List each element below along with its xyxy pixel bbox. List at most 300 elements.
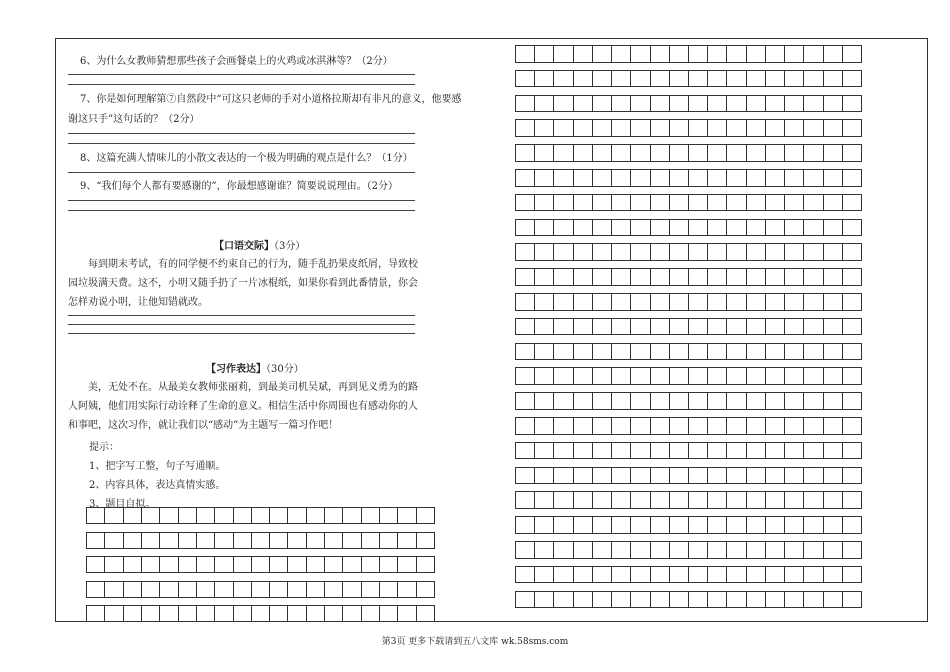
composition-grid-right[interactable] <box>515 45 862 615</box>
grid-cell[interactable] <box>593 269 612 285</box>
grid-cell[interactable] <box>689 468 708 484</box>
grid-cell[interactable] <box>824 542 843 558</box>
grid-cell[interactable] <box>651 71 670 87</box>
grid-cell[interactable] <box>785 319 804 335</box>
grid-cell[interactable] <box>670 393 689 409</box>
grid-cell[interactable] <box>343 606 361 621</box>
grid-cell[interactable] <box>689 542 708 558</box>
grid-cell[interactable] <box>288 533 306 548</box>
grid-cell[interactable] <box>574 418 593 434</box>
grid-cell[interactable] <box>631 71 650 87</box>
grid-cell[interactable] <box>766 71 785 87</box>
grid-cell[interactable] <box>804 418 823 434</box>
grid-cell[interactable] <box>689 96 708 112</box>
grid-cell[interactable] <box>516 393 535 409</box>
grid-cell[interactable] <box>593 592 612 608</box>
grid-cell[interactable] <box>843 145 861 161</box>
grid-cell[interactable] <box>766 220 785 236</box>
grid-cell[interactable] <box>689 269 708 285</box>
grid-cell[interactable] <box>631 319 650 335</box>
grid-cell[interactable] <box>689 220 708 236</box>
grid-cell[interactable] <box>554 468 573 484</box>
grid-cell[interactable] <box>197 606 215 621</box>
grid-cell[interactable] <box>398 557 416 572</box>
grid-cell[interactable] <box>574 96 593 112</box>
grid-cell[interactable] <box>535 517 554 533</box>
grid-cell[interactable] <box>785 170 804 186</box>
grid-cell[interactable] <box>766 96 785 112</box>
grid-cell[interactable] <box>824 592 843 608</box>
grid-cell[interactable] <box>142 533 160 548</box>
grid-cell[interactable] <box>234 557 252 572</box>
grid-cell[interactable] <box>87 606 105 621</box>
grid-cell[interactable] <box>574 195 593 211</box>
grid-cell[interactable] <box>160 582 178 597</box>
grid-cell[interactable] <box>708 517 727 533</box>
grid-cell[interactable] <box>843 319 861 335</box>
grid-cell[interactable] <box>843 294 861 310</box>
grid-cell[interactable] <box>87 533 105 548</box>
grid-cell[interactable] <box>804 244 823 260</box>
grid-cell[interactable] <box>747 468 766 484</box>
grid-cell[interactable] <box>843 195 861 211</box>
grid-cell[interactable] <box>727 344 746 360</box>
grid-cell[interactable] <box>708 468 727 484</box>
grid-cell[interactable] <box>252 582 270 597</box>
grid-cell[interactable] <box>804 393 823 409</box>
grid-cell[interactable] <box>727 71 746 87</box>
grid-cell[interactable] <box>417 582 434 597</box>
grid-cell[interactable] <box>708 269 727 285</box>
grid-cell[interactable] <box>197 508 215 523</box>
grid-cell[interactable] <box>747 71 766 87</box>
grid-cell[interactable] <box>766 46 785 62</box>
grid-cell[interactable] <box>160 508 178 523</box>
grid-cell[interactable] <box>307 533 325 548</box>
grid-cell[interactable] <box>574 319 593 335</box>
grid-cell[interactable] <box>727 517 746 533</box>
grid-cell[interactable] <box>824 294 843 310</box>
grid-cell[interactable] <box>727 393 746 409</box>
grid-cell[interactable] <box>766 368 785 384</box>
grid-cell[interactable] <box>670 244 689 260</box>
grid-cell[interactable] <box>179 533 197 548</box>
grid-cell[interactable] <box>804 294 823 310</box>
grid-cell[interactable] <box>87 582 105 597</box>
grid-cell[interactable] <box>689 418 708 434</box>
grid-cell[interactable] <box>554 145 573 161</box>
grid-cell[interactable] <box>124 533 142 548</box>
grid-cell[interactable] <box>651 220 670 236</box>
grid-cell[interactable] <box>362 606 380 621</box>
grid-cell[interactable] <box>535 46 554 62</box>
grid-cell[interactable] <box>516 468 535 484</box>
grid-cell[interactable] <box>179 606 197 621</box>
grid-cell[interactable] <box>574 567 593 583</box>
grid-cell[interactable] <box>843 220 861 236</box>
grid-cell[interactable] <box>670 319 689 335</box>
grid-cell[interactable] <box>843 120 861 136</box>
grid-cell[interactable] <box>670 344 689 360</box>
grid-cell[interactable] <box>612 393 631 409</box>
grid-cell[interactable] <box>804 170 823 186</box>
grid-cell[interactable] <box>651 368 670 384</box>
grid-cell[interactable] <box>554 244 573 260</box>
grid-cell[interactable] <box>160 606 178 621</box>
grid-cell[interactable] <box>612 443 631 459</box>
grid-cell[interactable] <box>574 145 593 161</box>
grid-cell[interactable] <box>804 517 823 533</box>
grid-cell[interactable] <box>307 582 325 597</box>
grid-cell[interactable] <box>593 96 612 112</box>
grid-cell[interactable] <box>843 517 861 533</box>
grid-cell[interactable] <box>554 220 573 236</box>
grid-cell[interactable] <box>747 294 766 310</box>
grid-cell[interactable] <box>708 418 727 434</box>
grid-cell[interactable] <box>612 145 631 161</box>
grid-cell[interactable] <box>612 517 631 533</box>
grid-cell[interactable] <box>593 46 612 62</box>
grid-cell[interactable] <box>574 120 593 136</box>
grid-cell[interactable] <box>593 244 612 260</box>
grid-cell[interactable] <box>766 492 785 508</box>
grid-cell[interactable] <box>554 269 573 285</box>
grid-cell[interactable] <box>747 443 766 459</box>
grid-cell[interactable] <box>804 195 823 211</box>
grid-cell[interactable] <box>785 96 804 112</box>
grid-cell[interactable] <box>824 418 843 434</box>
grid-cell[interactable] <box>785 195 804 211</box>
grid-cell[interactable] <box>516 344 535 360</box>
grid-cell[interactable] <box>708 319 727 335</box>
grid-cell[interactable] <box>689 492 708 508</box>
grid-cell[interactable] <box>554 344 573 360</box>
grid-cell[interactable] <box>325 508 343 523</box>
grid-cell[interactable] <box>215 508 233 523</box>
grid-cell[interactable] <box>708 492 727 508</box>
grid-cell[interactable] <box>574 46 593 62</box>
grid-cell[interactable] <box>651 319 670 335</box>
grid-cell[interactable] <box>843 542 861 558</box>
grid-cell[interactable] <box>325 533 343 548</box>
grid-cell[interactable] <box>766 592 785 608</box>
grid-cell[interactable] <box>307 606 325 621</box>
grid-cell[interactable] <box>574 344 593 360</box>
grid-cell[interactable] <box>417 557 434 572</box>
grid-cell[interactable] <box>142 582 160 597</box>
grid-cell[interactable] <box>670 542 689 558</box>
grid-cell[interactable] <box>612 468 631 484</box>
grid-cell[interactable] <box>785 468 804 484</box>
grid-cell[interactable] <box>142 508 160 523</box>
grid-cell[interactable] <box>727 418 746 434</box>
grid-cell[interactable] <box>727 145 746 161</box>
grid-cell[interactable] <box>651 195 670 211</box>
grid-cell[interactable] <box>651 393 670 409</box>
grid-cell[interactable] <box>766 542 785 558</box>
grid-cell[interactable] <box>215 606 233 621</box>
grid-cell[interactable] <box>747 542 766 558</box>
grid-cell[interactable] <box>785 418 804 434</box>
grid-cell[interactable] <box>824 443 843 459</box>
grid-cell[interactable] <box>747 517 766 533</box>
grid-cell[interactable] <box>593 468 612 484</box>
grid-cell[interactable] <box>708 170 727 186</box>
grid-cell[interactable] <box>593 120 612 136</box>
grid-cell[interactable] <box>651 542 670 558</box>
grid-cell[interactable] <box>727 220 746 236</box>
grid-cell[interactable] <box>824 393 843 409</box>
grid-cell[interactable] <box>785 120 804 136</box>
grid-cell[interactable] <box>252 606 270 621</box>
grid-cell[interactable] <box>593 542 612 558</box>
grid-cell[interactable] <box>824 244 843 260</box>
grid-cell[interactable] <box>516 319 535 335</box>
grid-cell[interactable] <box>804 443 823 459</box>
grid-cell[interactable] <box>124 606 142 621</box>
grid-cell[interactable] <box>843 368 861 384</box>
grid-cell[interactable] <box>843 418 861 434</box>
grid-cell[interactable] <box>804 567 823 583</box>
grid-cell[interactable] <box>785 492 804 508</box>
grid-cell[interactable] <box>535 319 554 335</box>
grid-cell[interactable] <box>535 96 554 112</box>
grid-cell[interactable] <box>612 46 631 62</box>
grid-cell[interactable] <box>670 592 689 608</box>
grid-cell[interactable] <box>670 170 689 186</box>
grid-cell[interactable] <box>708 220 727 236</box>
grid-cell[interactable] <box>766 269 785 285</box>
grid-cell[interactable] <box>270 582 288 597</box>
grid-cell[interactable] <box>593 517 612 533</box>
grid-cell[interactable] <box>593 567 612 583</box>
grid-cell[interactable] <box>612 567 631 583</box>
grid-cell[interactable] <box>215 582 233 597</box>
grid-cell[interactable] <box>766 120 785 136</box>
grid-cell[interactable] <box>612 319 631 335</box>
grid-cell[interactable] <box>785 344 804 360</box>
grid-cell[interactable] <box>417 508 434 523</box>
grid-cell[interactable] <box>766 145 785 161</box>
grid-cell[interactable] <box>670 220 689 236</box>
grid-cell[interactable] <box>804 468 823 484</box>
grid-cell[interactable] <box>593 170 612 186</box>
grid-cell[interactable] <box>727 244 746 260</box>
grid-cell[interactable] <box>727 492 746 508</box>
grid-cell[interactable] <box>727 592 746 608</box>
grid-cell[interactable] <box>535 492 554 508</box>
grid-cell[interactable] <box>804 269 823 285</box>
grid-cell[interactable] <box>593 145 612 161</box>
grid-cell[interactable] <box>843 170 861 186</box>
grid-cell[interactable] <box>535 418 554 434</box>
grid-cell[interactable] <box>417 533 434 548</box>
grid-cell[interactable] <box>516 244 535 260</box>
grid-cell[interactable] <box>270 557 288 572</box>
grid-cell[interactable] <box>288 557 306 572</box>
grid-cell[interactable] <box>766 443 785 459</box>
grid-cell[interactable] <box>804 120 823 136</box>
grid-cell[interactable] <box>670 517 689 533</box>
grid-cell[interactable] <box>843 344 861 360</box>
grid-cell[interactable] <box>516 220 535 236</box>
grid-cell[interactable] <box>574 517 593 533</box>
grid-cell[interactable] <box>689 46 708 62</box>
grid-cell[interactable] <box>631 294 650 310</box>
grid-cell[interactable] <box>535 71 554 87</box>
grid-cell[interactable] <box>824 120 843 136</box>
grid-cell[interactable] <box>516 269 535 285</box>
grid-cell[interactable] <box>612 170 631 186</box>
grid-cell[interactable] <box>747 120 766 136</box>
grid-cell[interactable] <box>343 508 361 523</box>
grid-cell[interactable] <box>651 418 670 434</box>
grid-cell[interactable] <box>535 592 554 608</box>
grid-cell[interactable] <box>670 71 689 87</box>
grid-cell[interactable] <box>747 145 766 161</box>
grid-cell[interactable] <box>631 244 650 260</box>
grid-cell[interactable] <box>766 393 785 409</box>
grid-cell[interactable] <box>612 71 631 87</box>
grid-cell[interactable] <box>651 517 670 533</box>
grid-cell[interactable] <box>516 294 535 310</box>
grid-cell[interactable] <box>689 71 708 87</box>
grid-cell[interactable] <box>631 195 650 211</box>
grid-cell[interactable] <box>651 170 670 186</box>
grid-cell[interactable] <box>554 567 573 583</box>
grid-cell[interactable] <box>689 120 708 136</box>
grid-cell[interactable] <box>747 592 766 608</box>
grid-cell[interactable] <box>593 368 612 384</box>
grid-cell[interactable] <box>824 344 843 360</box>
grid-cell[interactable] <box>689 368 708 384</box>
grid-cell[interactable] <box>824 567 843 583</box>
grid-cell[interactable] <box>747 492 766 508</box>
grid-cell[interactable] <box>325 557 343 572</box>
grid-cell[interactable] <box>631 567 650 583</box>
grid-cell[interactable] <box>535 443 554 459</box>
grid-cell[interactable] <box>612 244 631 260</box>
grid-cell[interactable] <box>380 533 398 548</box>
grid-cell[interactable] <box>766 294 785 310</box>
grid-cell[interactable] <box>516 368 535 384</box>
grid-cell[interactable] <box>252 533 270 548</box>
grid-cell[interactable] <box>785 220 804 236</box>
grid-cell[interactable] <box>380 557 398 572</box>
grid-cell[interactable] <box>804 319 823 335</box>
grid-cell[interactable] <box>554 368 573 384</box>
grid-cell[interactable] <box>574 294 593 310</box>
grid-cell[interactable] <box>651 592 670 608</box>
grid-cell[interactable] <box>670 145 689 161</box>
grid-cell[interactable] <box>398 582 416 597</box>
grid-cell[interactable] <box>574 592 593 608</box>
grid-cell[interactable] <box>727 319 746 335</box>
grid-cell[interactable] <box>651 244 670 260</box>
grid-cell[interactable] <box>651 269 670 285</box>
grid-cell[interactable] <box>554 592 573 608</box>
grid-cell[interactable] <box>535 344 554 360</box>
grid-cell[interactable] <box>785 294 804 310</box>
grid-cell[interactable] <box>554 46 573 62</box>
grid-cell[interactable] <box>631 344 650 360</box>
grid-cell[interactable] <box>689 244 708 260</box>
grid-cell[interactable] <box>631 269 650 285</box>
grid-cell[interactable] <box>554 319 573 335</box>
grid-cell[interactable] <box>747 269 766 285</box>
grid-cell[interactable] <box>708 368 727 384</box>
grid-cell[interactable] <box>380 508 398 523</box>
grid-cell[interactable] <box>325 606 343 621</box>
grid-cell[interactable] <box>727 542 746 558</box>
grid-cell[interactable] <box>631 368 650 384</box>
grid-cell[interactable] <box>727 368 746 384</box>
grid-cell[interactable] <box>651 145 670 161</box>
grid-cell[interactable] <box>105 557 123 572</box>
grid-cell[interactable] <box>179 557 197 572</box>
grid-cell[interactable] <box>727 96 746 112</box>
grid-cell[interactable] <box>631 96 650 112</box>
grid-cell[interactable] <box>516 96 535 112</box>
grid-cell[interactable] <box>824 220 843 236</box>
grid-cell[interactable] <box>516 120 535 136</box>
grid-cell[interactable] <box>670 567 689 583</box>
grid-cell[interactable] <box>785 269 804 285</box>
grid-cell[interactable] <box>708 71 727 87</box>
grid-cell[interactable] <box>612 492 631 508</box>
grid-cell[interactable] <box>160 557 178 572</box>
grid-cell[interactable] <box>766 344 785 360</box>
grid-cell[interactable] <box>785 592 804 608</box>
grid-cell[interactable] <box>343 533 361 548</box>
grid-cell[interactable] <box>124 582 142 597</box>
grid-cell[interactable] <box>574 244 593 260</box>
grid-cell[interactable] <box>631 517 650 533</box>
grid-cell[interactable] <box>516 170 535 186</box>
grid-cell[interactable] <box>105 533 123 548</box>
grid-cell[interactable] <box>824 368 843 384</box>
grid-cell[interactable] <box>631 120 650 136</box>
grid-cell[interactable] <box>747 170 766 186</box>
grid-cell[interactable] <box>631 393 650 409</box>
grid-cell[interactable] <box>843 592 861 608</box>
grid-cell[interactable] <box>824 468 843 484</box>
grid-cell[interactable] <box>593 294 612 310</box>
grid-cell[interactable] <box>766 468 785 484</box>
grid-cell[interactable] <box>631 170 650 186</box>
grid-cell[interactable] <box>593 195 612 211</box>
grid-cell[interactable] <box>612 418 631 434</box>
grid-cell[interactable] <box>554 443 573 459</box>
grid-cell[interactable] <box>766 319 785 335</box>
grid-cell[interactable] <box>804 368 823 384</box>
grid-cell[interactable] <box>593 393 612 409</box>
grid-cell[interactable] <box>215 557 233 572</box>
grid-cell[interactable] <box>747 418 766 434</box>
grid-cell[interactable] <box>708 120 727 136</box>
grid-cell[interactable] <box>516 517 535 533</box>
grid-cell[interactable] <box>747 244 766 260</box>
grid-cell[interactable] <box>105 606 123 621</box>
grid-cell[interactable] <box>535 220 554 236</box>
grid-cell[interactable] <box>708 96 727 112</box>
grid-cell[interactable] <box>105 582 123 597</box>
grid-cell[interactable] <box>651 567 670 583</box>
grid-cell[interactable] <box>343 582 361 597</box>
grid-cell[interactable] <box>197 557 215 572</box>
grid-cell[interactable] <box>708 443 727 459</box>
grid-cell[interactable] <box>689 170 708 186</box>
